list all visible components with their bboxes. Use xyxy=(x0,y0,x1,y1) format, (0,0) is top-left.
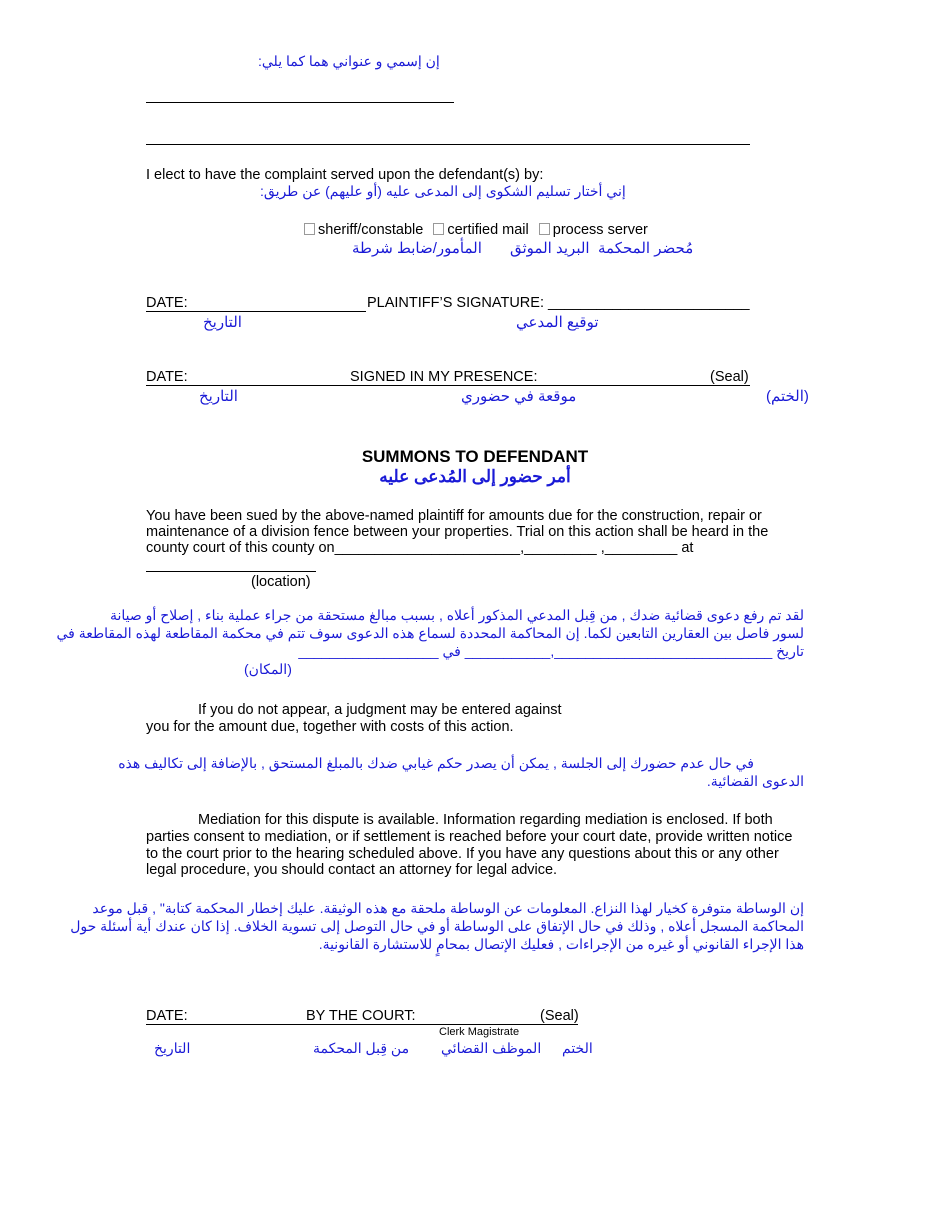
checkbox-icon xyxy=(539,223,550,235)
option-sheriff-label: sheriff/constable xyxy=(318,222,424,238)
summons-p3-line3: to the court prior to the hearing scheduled above. If you have any questions about this or any other xyxy=(146,846,779,862)
summons-p1-line3: county court of this county on_______________________,_________ ,_________ at xyxy=(146,540,694,556)
checkbox-icon xyxy=(433,223,444,235)
clerk-magistrate-arabic: الموظف القضائي xyxy=(441,1040,542,1056)
summons-p2-line1: If you do not appear, a judgment may be entered against xyxy=(198,702,562,718)
checkbox-process-server[interactable] xyxy=(539,222,648,238)
summons-p1-arabic-line3: تاريخ ____________________________,___________ في __________________ xyxy=(298,643,804,659)
summons-p2-arabic-line2: الدعوى القضائية. xyxy=(706,773,804,789)
service-options xyxy=(304,222,648,238)
address-blank-line[interactable] xyxy=(146,144,750,145)
checkbox-icon xyxy=(304,223,315,235)
plaintiff-signature-label: PLAINTIFF’S SIGNATURE: _________________________ xyxy=(367,295,750,311)
plaintiff-signature-arabic: توقيع المدعي xyxy=(516,314,599,331)
option-process-server-arabic: مُحضر المحكمة xyxy=(598,240,694,257)
presence-seal-arabic: (الختم) xyxy=(766,388,809,405)
checkbox-certified-mail[interactable] xyxy=(433,222,528,238)
location-label: (location) xyxy=(251,574,311,590)
location-arabic: (المكان) xyxy=(244,661,292,677)
summons-p1-arabic-line1: لقد تم رفع دعوى قضائية ضدك , من قِبل المدعي المذكور أعلاه , بسبب مبالغ مستحقة من جراء عملية بناء , إصلاح أو صيانة xyxy=(110,607,804,623)
summons-p1-line2: maintenance of a division fence between your properties. Trial on this action shall be heard in the xyxy=(146,524,769,540)
court-seal-label: (Seal) xyxy=(540,1008,579,1024)
option-sheriff-arabic: المأمور/ضابط شرطة xyxy=(352,240,482,257)
summons-p3-arabic-line1: إن الوساطة متوفرة كخيار لهذا النزاع. المعلومات عن الوساطة ملحقة مع هذه الوثيقة. عليك إخطار المحكمة كتابة" , قبل موعد xyxy=(92,900,804,916)
summons-title-arabic: أمر حضور إلى المُدعى عليه xyxy=(379,467,571,486)
court-date-label: DATE: xyxy=(146,1008,188,1024)
signed-in-presence-arabic: موقعة في حضوري xyxy=(461,388,577,405)
summons-p3-line4: legal procedure, you should contact an attorney for legal advice. xyxy=(146,862,558,878)
summons-title: SUMMONS TO DEFENDANT xyxy=(361,447,589,466)
by-the-court-arabic: من قِبل المحكمة xyxy=(313,1040,410,1056)
court-signature-line[interactable] xyxy=(146,1024,578,1025)
name-blank-line[interactable] xyxy=(146,102,454,103)
summons-p1-arabic-line2: لسور فاصل بين العقارين التابعين لكما. إن المحاكمة المحددة لسماع هذه الدعوى سوف تتم في محكمة المقاطعة لهذه المقاطعة في xyxy=(56,625,804,641)
option-certified-mail-arabic: البريد الموثق xyxy=(510,240,590,257)
summons-p3-line1: Mediation for this dispute is available. Information regarding mediation is enclosed. If both xyxy=(198,812,773,828)
date-arabic: التاريخ xyxy=(203,314,242,331)
signed-in-presence-label: SIGNED IN MY PRESENCE: xyxy=(350,369,538,385)
court-seal-arabic: الختم xyxy=(562,1040,593,1056)
presence-seal-label: (Seal) xyxy=(710,369,749,385)
summons-p3-arabic-line2: المحاكمة المسجل أعلاه , وذلك في حال الإتفاق على الوساطة أو في حال التوصل إلى تسوية الخلاف. إذا كان عندك أية أسئلة حول xyxy=(70,918,804,934)
presence-date-label: DATE: xyxy=(146,369,188,385)
option-process-server-label: process server xyxy=(552,222,648,238)
by-the-court-label: BY THE COURT: xyxy=(306,1008,416,1024)
option-certified-mail-label: certified mail xyxy=(447,222,529,238)
date-signature-line[interactable] xyxy=(146,311,366,312)
service-elect-text: I elect to have the complaint served upon the defendant(s) by: xyxy=(146,167,544,183)
summons-p2-line2: you for the amount due, together with costs of this action. xyxy=(146,719,514,735)
presence-date-arabic: التاريخ xyxy=(199,388,238,405)
clerk-magistrate-label: Clerk Magistrate xyxy=(439,1026,520,1038)
summons-p1-line1: You have been sued by the above-named plaintiff for amounts due for the construction, repair or xyxy=(146,508,762,524)
checkbox-sheriff[interactable] xyxy=(304,222,423,238)
summons-p2-arabic-line1: في حال عدم حضورك إلى الجلسة , يمكن أن يصدر حكم غيابي ضدك بالمبلغ المستحق , بالإضافة إلى تكاليف هذه xyxy=(118,755,754,771)
summons-p3-arabic-line3: هذا الإجراء القانوني أو غيره من الإجراءات , فعليك الإتصال بمحامٍ للاستشارة القانونية. xyxy=(318,936,804,952)
name-address-arabic-label: إن إسمي و عنواني هما كما يلي: xyxy=(258,53,440,69)
court-date-arabic: التاريخ xyxy=(154,1040,191,1056)
presence-signature-line[interactable] xyxy=(146,385,750,386)
location-blank-line[interactable] xyxy=(146,571,316,572)
date-label: DATE: xyxy=(146,295,188,311)
summons-p3-line2: parties consent to mediation, or if settlement is reached before your court date, provide written notice xyxy=(146,829,793,845)
service-elect-arabic: إني أختار تسليم الشكوى إلى المدعى عليه (أو عليهم) عن طريق: xyxy=(260,183,626,199)
